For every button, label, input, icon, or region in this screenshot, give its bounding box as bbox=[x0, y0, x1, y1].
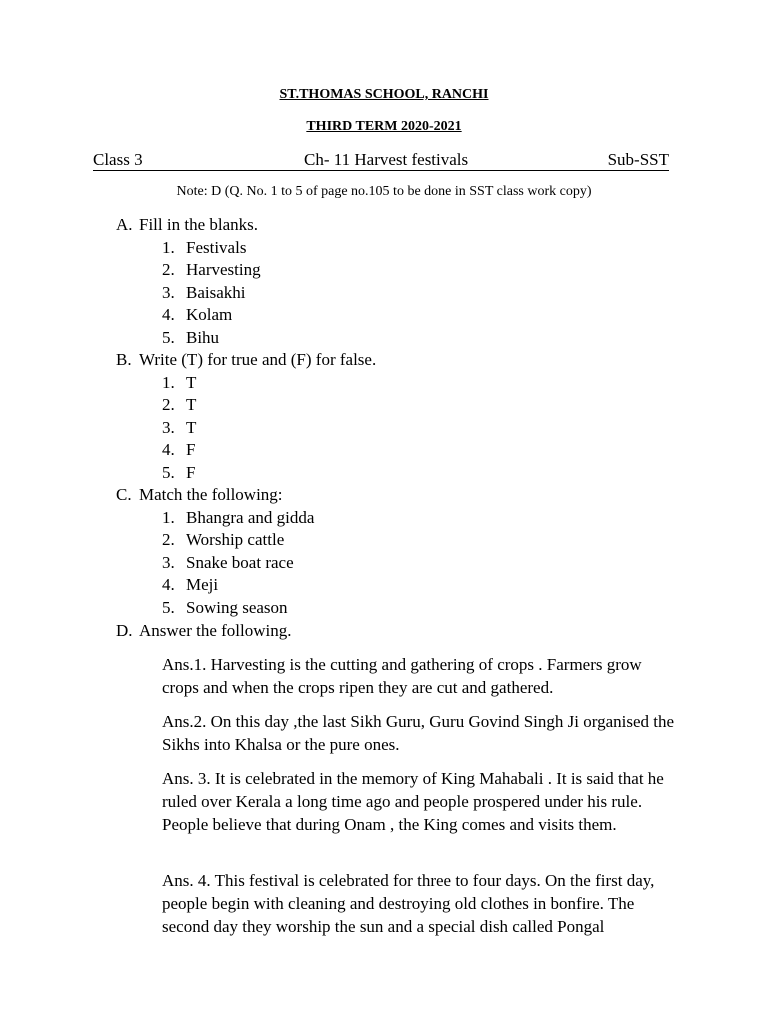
term-title: THIRD TERM 2020-2021 bbox=[306, 119, 462, 134]
section-letter: C. bbox=[116, 485, 132, 504]
item-text: Worship cattle bbox=[186, 530, 285, 549]
answer-paragraph: Ans. 4. This festival is celebrated for three to four days. On the first day, people begin with cleaning and destroying old clothes in bonfire. The second day they worship the sun and a special dish called Pongal bbox=[162, 871, 655, 936]
item-number: 2. bbox=[162, 530, 175, 549]
item-text: Snake boat race bbox=[186, 553, 294, 572]
item-number: 5. bbox=[162, 598, 175, 617]
item-text: Harvesting bbox=[186, 260, 261, 279]
subject-label: Sub-SST bbox=[607, 150, 669, 169]
item-number: 1. bbox=[162, 238, 175, 257]
item-number: 3. bbox=[162, 418, 175, 437]
item-number: 4. bbox=[162, 575, 175, 594]
section-letter: A. bbox=[116, 215, 133, 234]
answer-paragraph: Ans.1. Harvesting is the cutting and gathering of crops . Farmers grow crops and when the crops ripen they are cut and gathered. bbox=[162, 655, 642, 697]
item-text: F bbox=[186, 440, 196, 459]
section-title: Answer the following. bbox=[139, 621, 292, 640]
item-text: Bhangra and gidda bbox=[186, 508, 315, 527]
item-text: Meji bbox=[186, 575, 219, 594]
item-text: T bbox=[186, 395, 197, 414]
item-text: Bihu bbox=[186, 328, 220, 347]
answer-paragraph: Ans.2. On this day ,the last Sikh Guru, Guru Govind Singh Ji organised the Sikhs into Khalsa or the pure ones. bbox=[162, 712, 675, 754]
section-title: Fill in the blanks. bbox=[139, 215, 258, 234]
item-number: 1. bbox=[162, 373, 175, 392]
item-number: 4. bbox=[162, 305, 175, 324]
chapter-label: Ch- 11 Harvest festivals bbox=[304, 150, 469, 169]
item-number: 3. bbox=[162, 283, 175, 302]
item-text: Baisakhi bbox=[186, 283, 246, 302]
item-number: 3. bbox=[162, 553, 175, 572]
item-number: 5. bbox=[162, 463, 175, 482]
section-title: Write (T) for true and (F) for false. bbox=[139, 350, 377, 369]
section-letter: D. bbox=[116, 621, 133, 640]
subject-line bbox=[93, 150, 669, 171]
item-number: 1. bbox=[162, 508, 175, 527]
section-title: Match the following: bbox=[139, 485, 283, 504]
item-text: T bbox=[186, 373, 197, 392]
item-number: 2. bbox=[162, 395, 175, 414]
class-label: Class 3 bbox=[93, 150, 143, 169]
school-name: ST.THOMAS SCHOOL, RANCHI bbox=[279, 87, 489, 102]
note-text: Note: D (Q. No. 1 to 5 of page no.105 to be done in SST class work copy) bbox=[176, 184, 592, 199]
item-text: T bbox=[186, 418, 197, 437]
answer-paragraph: Ans. 3. It is celebrated in the memory of King Mahabali . It is said that he ruled over Kerala a long time ago and people prospered under his rule. People believe that during Onam , the King comes and visits them. bbox=[162, 769, 664, 834]
item-number: 4. bbox=[162, 440, 175, 459]
item-text: Festivals bbox=[186, 238, 247, 257]
section-letter: B. bbox=[116, 350, 132, 369]
item-number: 2. bbox=[162, 260, 175, 279]
item-text: Sowing season bbox=[186, 598, 288, 617]
item-number: 5. bbox=[162, 328, 175, 347]
item-text: Kolam bbox=[186, 305, 233, 324]
item-text: F bbox=[186, 463, 196, 482]
